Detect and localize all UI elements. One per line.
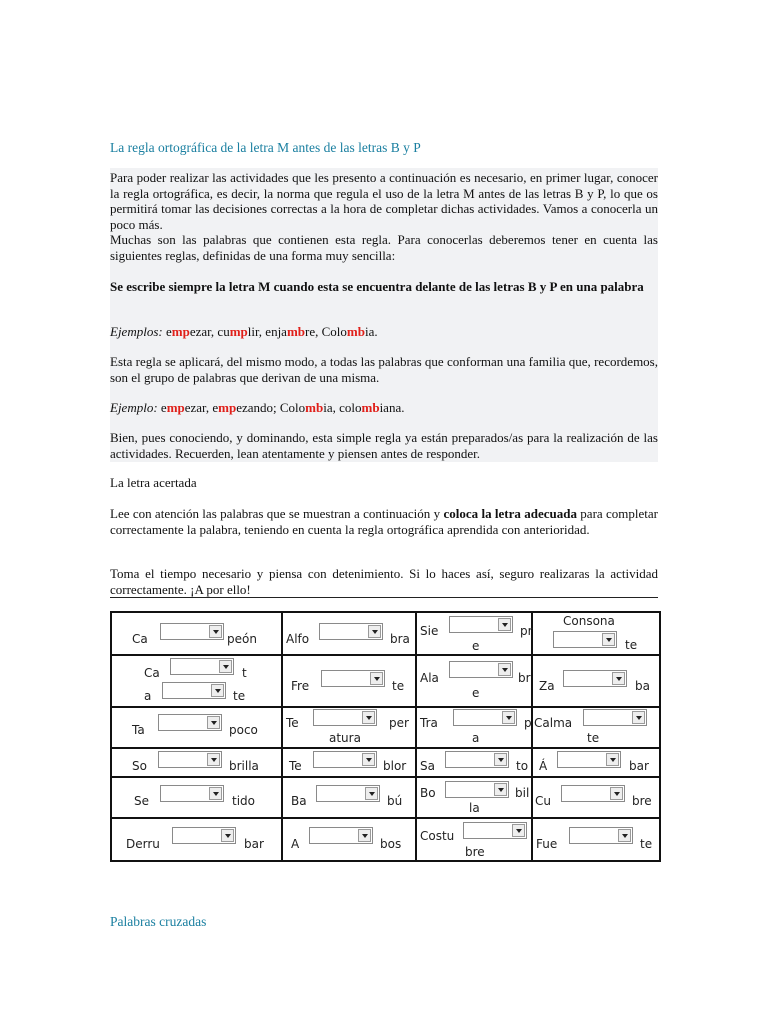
chevron-down-icon[interactable] <box>610 787 623 800</box>
exercise-cell <box>111 655 282 707</box>
word-fragment: Costu <box>420 829 455 843</box>
letter-select[interactable] <box>449 616 513 633</box>
word-fragment: bú <box>387 794 403 808</box>
word-fragment: Derru <box>126 837 160 851</box>
exercise-cell <box>282 707 416 748</box>
word-fragment: Ba <box>291 794 307 808</box>
word-fragment: Te <box>289 759 302 773</box>
letter-select[interactable] <box>321 670 385 687</box>
chevron-down-icon[interactable] <box>209 787 222 800</box>
chevron-down-icon[interactable] <box>498 618 511 631</box>
letter-select[interactable] <box>445 781 509 798</box>
exercise-cell <box>282 818 416 861</box>
word-fragment: A <box>291 837 300 851</box>
letter-select[interactable] <box>449 661 513 678</box>
exercise-cell <box>532 707 660 748</box>
word-fragment: to <box>516 759 529 773</box>
exercise-cell <box>111 748 282 777</box>
word-fragment: e <box>472 686 480 700</box>
letter-select[interactable] <box>313 709 377 726</box>
exercise-cell <box>282 777 416 818</box>
chevron-down-icon[interactable] <box>618 829 631 842</box>
letter-select[interactable] <box>557 751 621 768</box>
divider <box>110 597 658 598</box>
chevron-down-icon[interactable] <box>502 711 515 724</box>
word-fragment: bil <box>515 786 530 800</box>
exercise-cell <box>532 748 660 777</box>
word-fragment: per <box>389 716 409 730</box>
chevron-down-icon[interactable] <box>606 753 619 766</box>
section-title-crossword: Palabras cruzadas <box>110 914 207 929</box>
letter-select[interactable] <box>309 827 373 844</box>
letter-select[interactable] <box>319 623 383 640</box>
letter-select[interactable] <box>316 785 380 802</box>
example-label: Ejemplo: <box>110 400 158 415</box>
letter-select[interactable] <box>158 714 222 731</box>
word-fragment: br <box>518 671 531 685</box>
word-fragment: Cu <box>535 794 551 808</box>
activity-title: La letra acertada <box>110 475 197 490</box>
word-fragment: a <box>144 689 152 703</box>
word-fragment: bre <box>465 845 485 859</box>
chevron-down-icon[interactable] <box>370 672 383 685</box>
word-fragment: Consona <box>563 614 615 628</box>
word-fragment: Á <box>539 759 548 773</box>
word-fragment: pr <box>520 624 533 638</box>
chevron-down-icon[interactable] <box>219 660 232 673</box>
exercise-cell <box>282 655 416 707</box>
word-fragment: So <box>132 759 147 773</box>
advice-paragraph: Toma el tiempo necesario y piensa con detenimiento. Si lo haces así, seguro realizaras la actividad correctamente. ¡A por ello! <box>110 566 658 597</box>
word-fragment: p <box>524 716 532 730</box>
examples-label: Ejemplos: <box>110 324 163 339</box>
letter-select[interactable] <box>583 709 647 726</box>
word-fragment: peón <box>227 632 257 646</box>
word-fragment: tido <box>232 794 255 808</box>
word-fragment: a <box>472 731 480 745</box>
exercise-cell <box>416 818 532 861</box>
word-fragment: bra <box>390 632 410 646</box>
word-fragment: Alfo <box>286 632 310 646</box>
chevron-down-icon[interactable] <box>368 625 381 638</box>
word-fragment: brilla <box>229 759 259 773</box>
letter-select[interactable] <box>170 658 234 675</box>
word-fragment: Fre <box>291 679 310 693</box>
word-fragment: Tra <box>420 716 438 730</box>
letter-select[interactable] <box>463 822 527 839</box>
exercise-cell <box>416 748 532 777</box>
chevron-down-icon[interactable] <box>209 625 222 638</box>
word-fragment: Ta <box>132 723 145 737</box>
chevron-down-icon[interactable] <box>362 711 375 724</box>
exercise-cell <box>532 612 660 655</box>
chevron-down-icon[interactable] <box>207 716 220 729</box>
word-fragment: atura <box>329 731 361 745</box>
word-fragment: Te <box>286 716 299 730</box>
letter-select[interactable] <box>453 709 517 726</box>
word-fragment: Sa <box>420 759 435 773</box>
exercise-cell <box>532 818 660 861</box>
intro-paragraph: Para poder realizar las actividades que les presento a continuación es necesario, en primer lugar, conocer la regla ortográfica, es decir, la norma que regula el uso de la letra M antes de las letras B y P, lo que os permitirá tomar las decisiones correctas a la hora de completar dichas actividades. Vamos a conocerla un poco más. <box>110 170 658 232</box>
exercise-cell <box>111 777 282 818</box>
letter-select[interactable] <box>172 827 236 844</box>
word-fragment: Ca <box>144 666 160 680</box>
intro-paragraph-2: Muchas son las palabras que contienen esta regla. Para conocerlas deberemos tener en cuenta las siguientes reglas, definidas de una forma muy sencilla: <box>110 232 658 263</box>
chevron-down-icon[interactable] <box>512 824 525 837</box>
exercise-cell <box>416 707 532 748</box>
word-fragment: Calma <box>534 716 573 730</box>
letter-select[interactable] <box>160 785 224 802</box>
word-fragment: te <box>233 689 246 703</box>
exercise-cell <box>111 612 282 655</box>
chevron-down-icon[interactable] <box>498 663 511 676</box>
word-fragment: bre <box>632 794 652 808</box>
letter-select[interactable] <box>563 670 627 687</box>
word-fragment: te <box>392 679 405 693</box>
word-fragment: te <box>587 731 600 745</box>
letter-select[interactable] <box>160 623 224 640</box>
exercise-cell <box>532 655 660 707</box>
word-fragment: blor <box>383 759 407 773</box>
chevron-down-icon[interactable] <box>221 829 234 842</box>
letter-select[interactable] <box>569 827 633 844</box>
word-fragment: Za <box>539 679 555 693</box>
exercise-grid <box>110 611 661 862</box>
chevron-down-icon[interactable] <box>362 753 375 766</box>
word-fragment: Se <box>134 794 149 808</box>
rule-statement: Se escribe siempre la letra M cuando esta se encuentra delante de las letras B y P en una palabra <box>110 279 644 294</box>
instructions-paragraph: Lee con atención las palabras que se muestran a continuación y coloca la letra adecuada para completar correctamente la palabra, teniendo en cuenta la regla ortográfica aprendida con anterioridad. <box>110 506 658 537</box>
word-fragment: bar <box>629 759 649 773</box>
family-paragraph: Esta regla se aplicará, del mismo modo, a todas las palabras que conforman una familia que, recordemos, son el grupo de palabras que derivan de una misma. <box>110 354 658 385</box>
chevron-down-icon[interactable] <box>358 829 371 842</box>
word-fragment: Fue <box>536 837 558 851</box>
closing-paragraph: Bien, pues conociendo, y dominando, esta simple regla ya están preparados/as para la realización de las actividades. Recuerden, lean atentamente y piensen antes de responder. <box>110 430 658 461</box>
word-fragment: te <box>625 638 638 652</box>
word-fragment: la <box>469 801 480 815</box>
exercise-cell <box>282 612 416 655</box>
exercise-cell <box>416 612 532 655</box>
chevron-down-icon[interactable] <box>211 684 224 697</box>
word-fragment: Ca <box>132 632 148 646</box>
word-fragment: ba <box>635 679 650 693</box>
exercise-cell <box>111 707 282 748</box>
letter-select[interactable] <box>445 751 509 768</box>
exercise-cell <box>532 777 660 818</box>
examples-line: Ejemplos: empezar, cumplir, enjambre, Colombia. <box>110 324 378 339</box>
page-title: La regla ortográfica de la letra M antes de las letras B y P <box>110 140 421 155</box>
letter-select[interactable] <box>158 751 222 768</box>
letter-select[interactable] <box>313 751 377 768</box>
chevron-down-icon[interactable] <box>207 753 220 766</box>
chevron-down-icon[interactable] <box>602 633 615 646</box>
word-fragment: te <box>640 837 653 851</box>
chevron-down-icon[interactable] <box>365 787 378 800</box>
exercise-cell <box>416 655 532 707</box>
chevron-down-icon[interactable] <box>632 711 645 724</box>
word-fragment: bos <box>380 837 402 851</box>
word-fragment: Ala <box>420 671 439 685</box>
word-fragment: poco <box>229 723 258 737</box>
chevron-down-icon[interactable] <box>494 753 507 766</box>
letter-select[interactable] <box>162 682 226 699</box>
letter-select[interactable] <box>561 785 625 802</box>
word-fragment: Bo <box>420 786 436 800</box>
chevron-down-icon[interactable] <box>494 783 507 796</box>
exercise-cell <box>111 818 282 861</box>
chevron-down-icon[interactable] <box>612 672 625 685</box>
example-line: Ejemplo: empezar, empezando; Colombia, colombiana. <box>110 400 405 415</box>
word-fragment: t <box>242 666 247 680</box>
exercise-cell <box>282 748 416 777</box>
word-fragment: bar <box>244 837 264 851</box>
letter-select[interactable] <box>553 631 617 648</box>
exercise-cell <box>416 777 532 818</box>
word-fragment: Sie <box>420 624 439 638</box>
word-fragment: e <box>472 639 480 653</box>
